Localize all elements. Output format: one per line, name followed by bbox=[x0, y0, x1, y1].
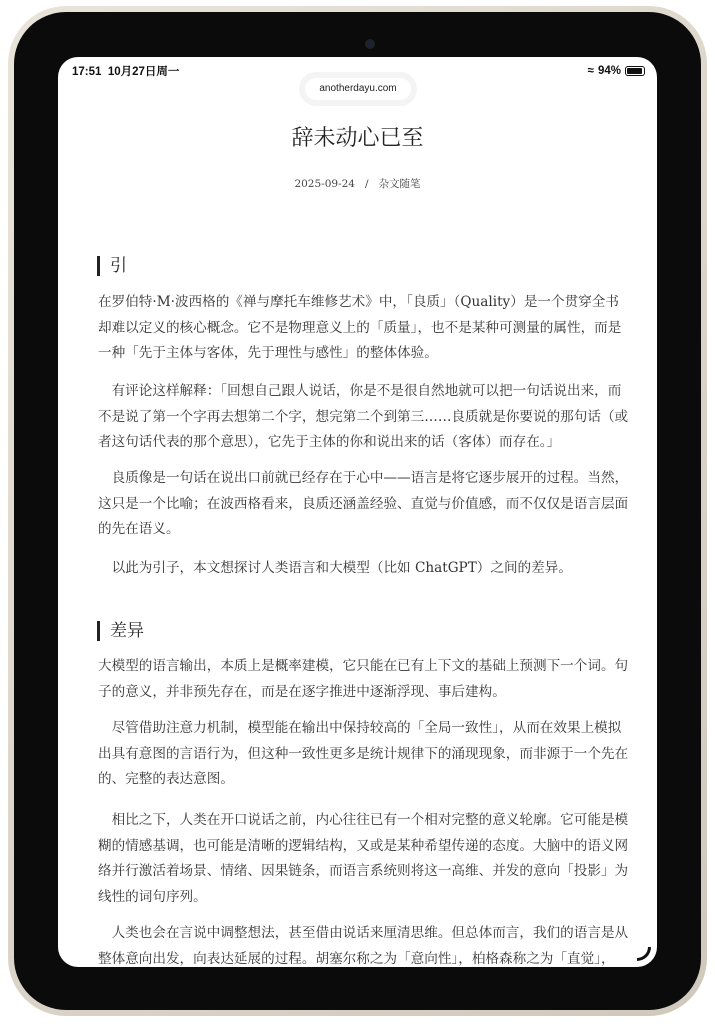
paragraph-line: 大模型的语言输出，本质上是概率建模，它只能在已有上下文的基础上预测下一个词。句 bbox=[98, 658, 629, 674]
paragraph-line: 尽管借助注意力机制，模型能在输出中保持较高的「全局一致性」，从而在效果上模拟 bbox=[98, 720, 622, 736]
paragraph-line: 糊的情感基调，也可能是清晰的逻辑结构，又或是某种希望传递的态度。大脑中的语义网 bbox=[98, 837, 629, 854]
wifi-icon: ≈ bbox=[587, 65, 594, 77]
paragraph-line: 一种「先于主体与客体，先于理性与感性」的整体体验。 bbox=[98, 345, 438, 361]
paragraph-line: 的、完整的表达意图。 bbox=[98, 771, 234, 787]
paragraph-line: 出具有意图的言语行为，但这种一致性更多是统计规律下的涌现现象，而非源于一个先在 bbox=[98, 745, 629, 762]
paragraph-line: 线性的词句序列。 bbox=[98, 888, 207, 905]
paragraph bbox=[98, 654, 629, 705]
paragraph bbox=[98, 808, 629, 910]
screen bbox=[58, 57, 657, 967]
status-time: 17:51 bbox=[72, 66, 102, 78]
battery-percent: 94% bbox=[597, 65, 621, 77]
paragraph-line: 良质像是一句话在说出口前就已经存在于心中——语言是将它逐步展开的过程。当然， bbox=[98, 470, 629, 486]
section-heading: 差异 bbox=[97, 621, 144, 641]
status-bar bbox=[72, 63, 645, 79]
article-title: 辞未动心已至 bbox=[291, 126, 424, 151]
url-bar[interactable]: anotherdayu.com bbox=[305, 78, 411, 100]
article-category-link[interactable]: 杂文随笔 bbox=[378, 178, 421, 190]
meta-separator: / bbox=[365, 178, 369, 190]
battery-icon bbox=[625, 66, 645, 76]
paragraph bbox=[98, 290, 622, 367]
paragraph bbox=[98, 716, 629, 793]
paragraph-line: 这只是一个比喻；在波西格看来，良质还涵盖经验、直觉与价值感，而不仅仅是语言层面 bbox=[98, 495, 629, 512]
paragraph bbox=[98, 466, 629, 543]
article-meta bbox=[58, 176, 657, 191]
paragraph bbox=[98, 379, 629, 456]
paragraph-line: 却难以定义的核心概念。它不是物理意义上的「质量」，也不是某种可测量的属性，而是 bbox=[98, 319, 622, 336]
paragraph-line: 者这句话代表的那个意思），它先于主体的你和说出来的话（客体）而存在。」 bbox=[98, 434, 561, 450]
paragraph bbox=[98, 921, 629, 967]
article-date: 2025-09-24 bbox=[294, 178, 355, 190]
paragraph-line: 络并行激活着场景、情绪、因果链条，而语言系统则将这一高维、并发的意向「投影」为 bbox=[98, 863, 629, 879]
paragraph-line: 子的意义，并非预先存在，而是在逐字推进中逐渐浮现、事后建构。 bbox=[98, 683, 506, 700]
paragraph-line: 在罗伯特·M·波西格的《禅与摩托车维修艺术》中，「良质」（Quality）是一个贯穿全书 bbox=[98, 294, 619, 310]
paragraph-line: 的先在语义。 bbox=[98, 521, 180, 537]
scroll-corner-indicator bbox=[637, 947, 651, 961]
paragraph bbox=[98, 556, 613, 582]
section-heading: 引 bbox=[97, 256, 127, 276]
paragraph-line: 相比之下，人类在开口说话之前，内心往往已有一个相对完整的意义轮廓。它可能是模 bbox=[98, 812, 629, 828]
paragraph-line: 不是说了第一个字再去想第二个字，想完第二个到第三……良质就是你要说的那句话（或 bbox=[98, 408, 629, 425]
paragraph-line: 人类也会在言说中调整想法，甚至借由说话来厘清思维。但总体而言，我们的语言是从 bbox=[98, 925, 629, 941]
status-date: 10月27日周一 bbox=[107, 66, 180, 78]
paragraph-line: 整体意向出发，向表达延展的过程。胡塞尔称之为「意向性」，柏格森称之为「直觉」， bbox=[98, 950, 615, 967]
camera-icon bbox=[365, 39, 375, 49]
paragraph-line: 以此为引子，本文想探讨人类语言和大模型（比如 ChatGPT）之间的差异。 bbox=[98, 560, 572, 576]
paragraph-line: 有评论这样解释：「回想自己跟人说话，你是不是很自然地就可以把一句话说出来，而 bbox=[98, 383, 622, 399]
